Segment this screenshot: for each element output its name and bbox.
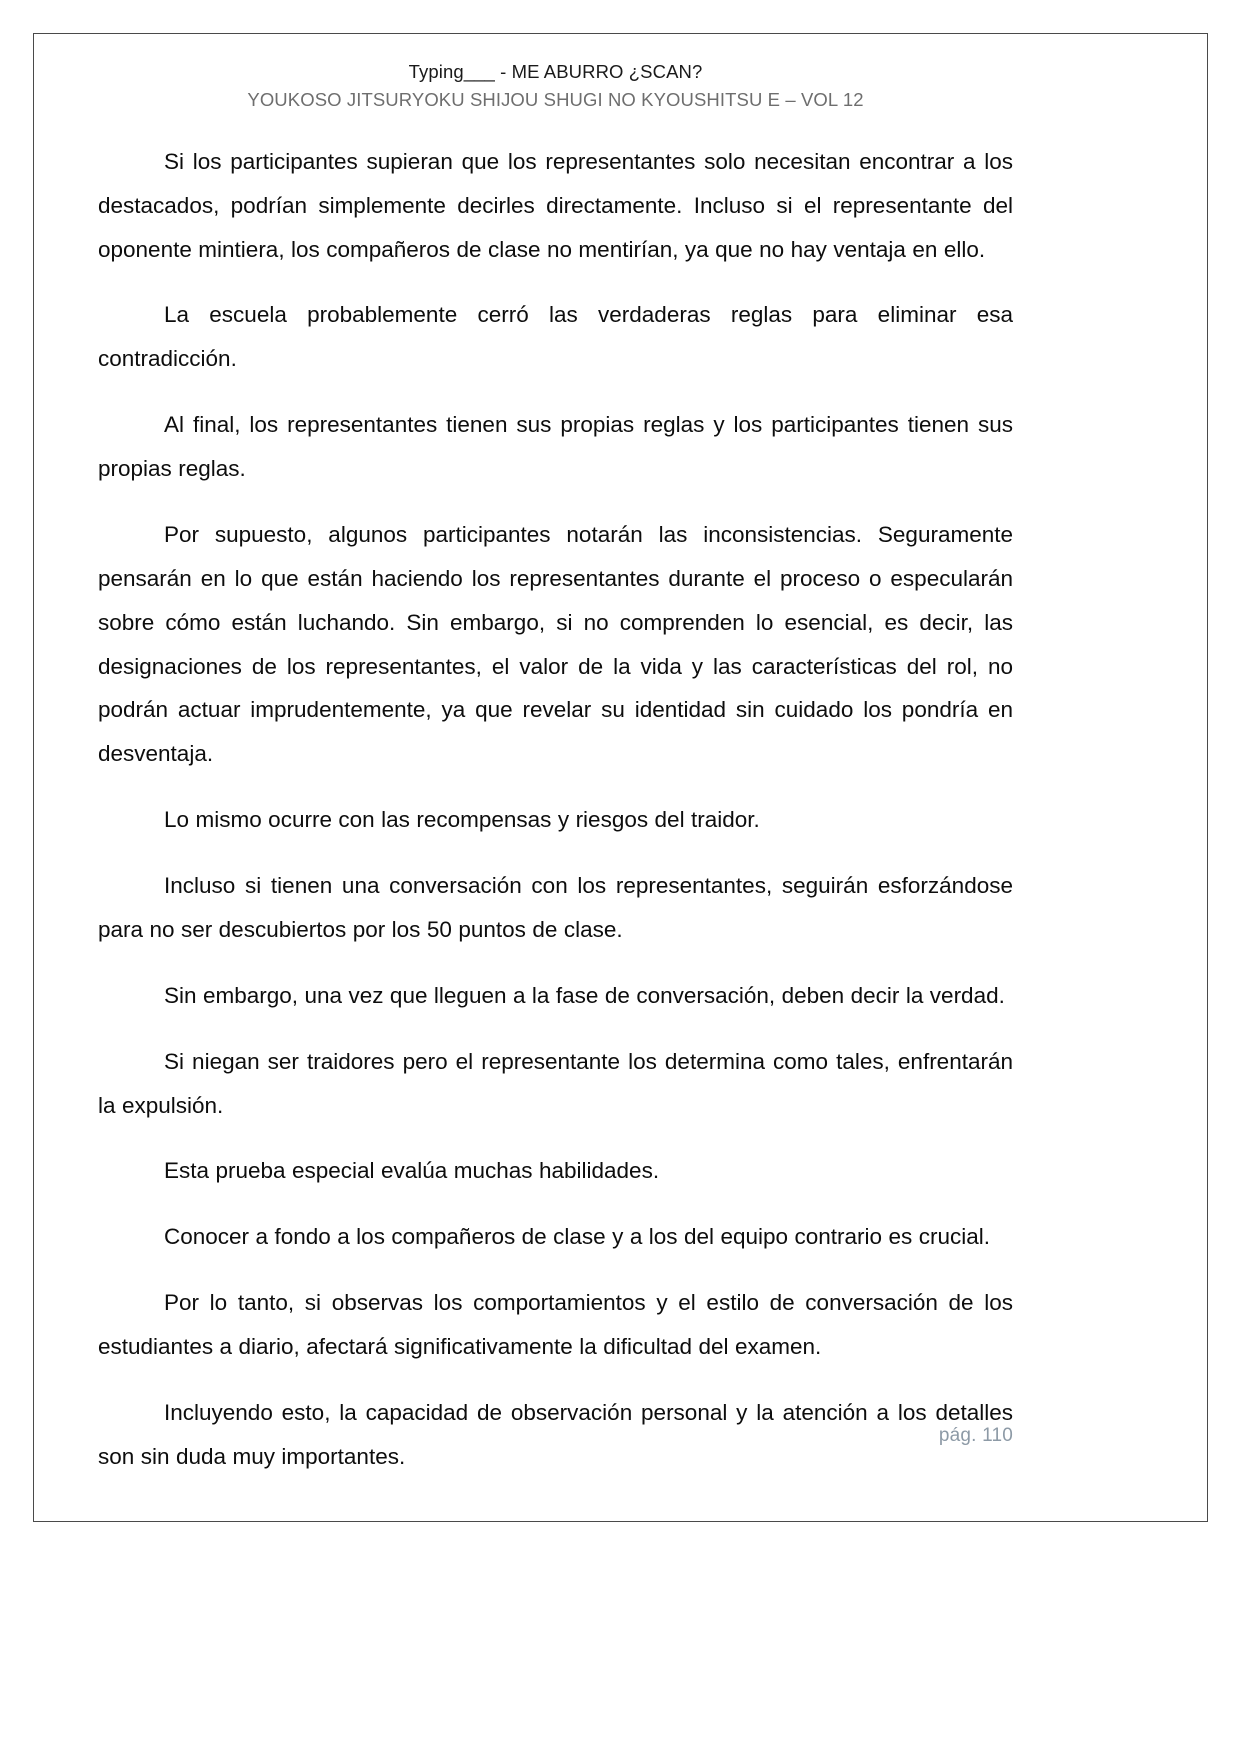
paragraph: Incluyendo esto, la capacidad de observación personal y la atención a los detalles son sin duda muy importantes. [98, 1399, 1013, 1469]
page-number-footer: pág. 110 [938, 1425, 1013, 1446]
paragraph: Por lo tanto, si observas los comportamientos y el estilo de conversación de los estudiantes a diario, afectará significativamente la dificultad del examen. [98, 1290, 1013, 1360]
paragraph: Esta prueba especial evalúa muchas habilidades. [164, 1158, 660, 1184]
header-subtitle-line: YOUKOSO JITSURYOKU SHIJOU SHUGI NO KYOUSHITSU E – VOL 12 [247, 88, 864, 110]
paragraph: Incluso si tienen una conversación con los representantes, seguirán esforzándose para no ser descubiertos por los 50 puntos de clase. [98, 873, 1013, 942]
paragraph: Al final, los representantes tienen sus propias reglas y los participantes tienen sus propias reglas. [98, 412, 1013, 482]
paragraph: Sin embargo, una vez que lleguen a la fase de conversación, deben decir la verdad. [164, 982, 1005, 1008]
paragraph: La escuela probablemente cerró las verdaderas reglas para eliminar esa contradicción. [98, 302, 1013, 372]
paragraph: Conocer a fondo a los compañeros de clase y a los del equipo contrario es crucial. [164, 1224, 990, 1250]
body-text-block [98, 140, 1013, 1479]
page-content [98, 60, 1013, 1479]
paragraph: Si los participantes supieran que los representantes solo necesitan encontrar a los destacados, podrían simplemente decirles directamente. Incluso si el representante del oponente mintiera, los compañeros de clase no mentirían, ya que no hay ventaja en ello. [98, 148, 1013, 262]
page-header [98, 60, 1013, 114]
header-title-line: Typing___ - ME ABURRO ¿SCAN? [408, 61, 703, 82]
paragraph: Lo mismo ocurre con las recompensas y riesgos del traidor. [164, 807, 760, 833]
paragraph: Si niegan ser traidores pero el representante los determina como tales, enfrentarán la expulsión. [98, 1048, 1013, 1118]
paragraph: Por supuesto, algunos participantes notarán las inconsistencias. Seguramente pensarán en lo que están haciendo los representantes durante el proceso o especularán sobre cómo están luchando. Sin embargo, si no comprenden lo esencial, es decir, las designaciones de los representantes, el valor de la vida y las características del rol, no podrán actuar imprudentemente, ya que revelar su identidad sin cuidado los pondría en desventaja. [98, 521, 1013, 767]
